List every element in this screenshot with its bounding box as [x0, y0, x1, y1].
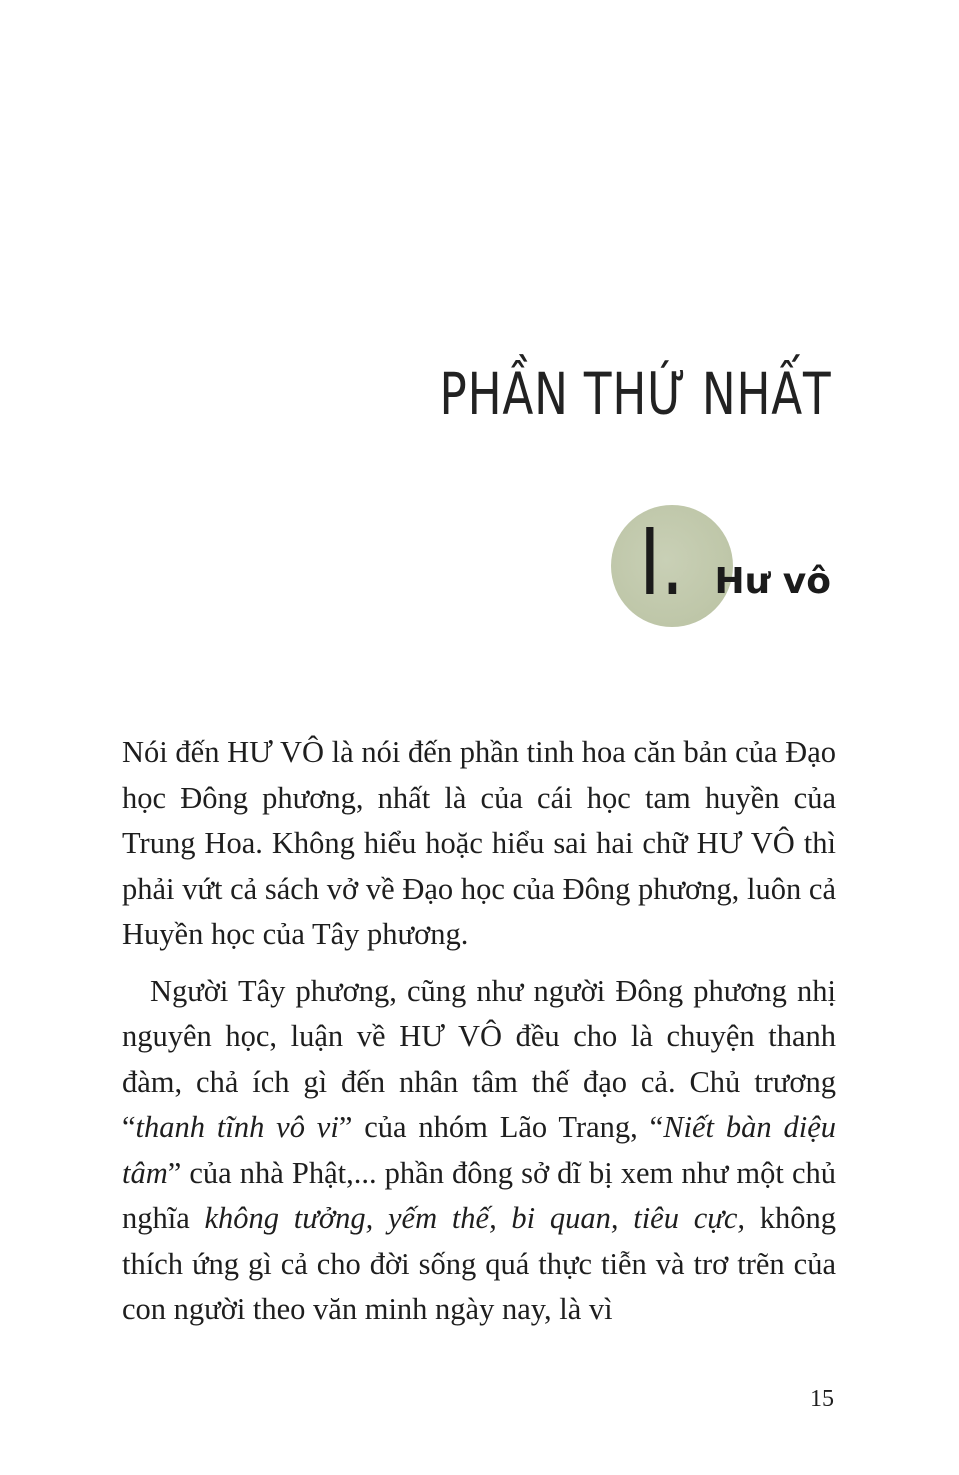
italic-text-segment: không tưởng, yếm thế, bi quan, tiêu cực,: [204, 1201, 746, 1235]
paragraph: [122, 969, 836, 1333]
text-segment: ” của nhà Phật,... phần đông sở dĩ bị xem như một chủ nghĩa: [122, 1155, 836, 1235]
part-title: PHẦN THỨ NHẤT: [439, 360, 831, 428]
paragraph: [122, 730, 836, 958]
page-number: 15: [810, 1386, 834, 1412]
text-segment: ” của nhóm Lão Trang, “: [338, 1110, 664, 1144]
italic-text-segment: Niết bàn diệu tâm: [122, 1110, 836, 1190]
chapter-title: Hư vô: [714, 561, 831, 602]
text-segment: Nói đến HƯ VÔ là nói đến phần tinh hoa căn bản của Đạo học Đông phương, nhất là của cái học tam huyền của Trung Hoa. Không hiểu hoặc hiểu sai hai chữ HƯ VÔ thì phải vứt cả sách vở về Đạo học của Đông phương, luôn cả Huyền học của Tây phương.: [122, 735, 836, 951]
text-segment: Người Tây phương, cũng như người Đông phương nhị nguyên học, luận về HƯ VÔ đều cho là chuyện thanh đàm, chả ích gì đến nhân tâm thế đạo cả. Chủ trương “: [122, 973, 836, 1144]
italic-text-segment: thanh tĩnh vô vi: [135, 1110, 339, 1144]
body-text: [122, 730, 836, 1333]
text-segment: không thích ứng gì cả cho đời sống quá thực tiễn và trơ trẽn của con người theo văn minh ngày nay, là vì: [122, 1201, 837, 1326]
chapter-numeral: I.: [639, 509, 685, 616]
chapter-heading: [511, 505, 831, 625]
